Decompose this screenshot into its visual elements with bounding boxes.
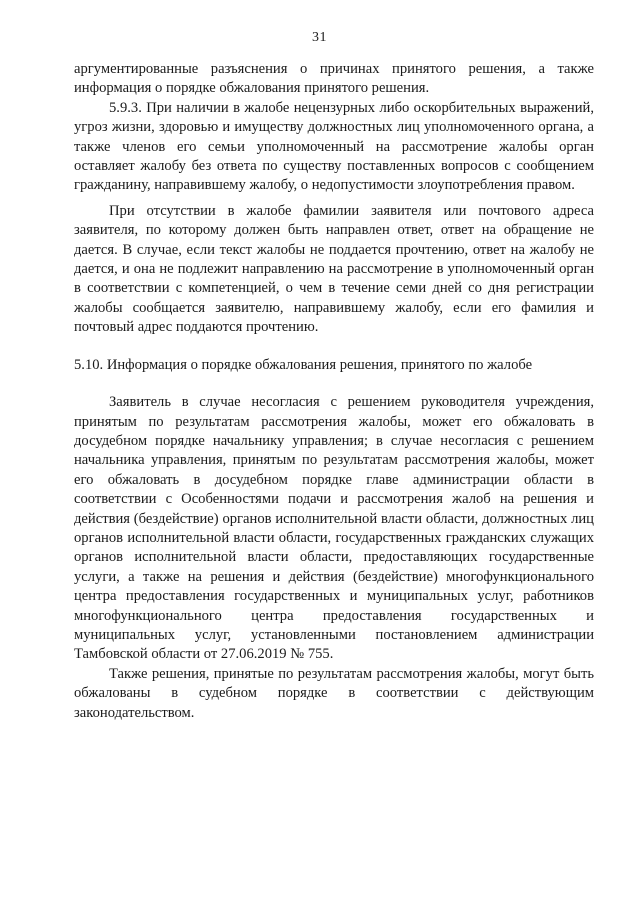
paragraph-appeal-procedure: Заявитель в случае несогласия с решением руководителя учреждения, принятым по результатам рассмотрения жалобы, может его обжаловать в досудебном порядке начальнику управления; в случае несогласия с решением начальника управления, принятым по результатам рассмотрения жалобы, может его обжаловать в досудебном порядке главе администрации области в соответствии с Особенностями подачи и рассмотрения жалоб на решения и действия (бездействие) органов исполнительной власти области, должностных лиц органов исполнительной власти области, государственных гражданских служащих органов исполнительной власти области, предоставляющих государственные услуги, а также на решения и действия (бездействие) многофункционального центра предоставления государственных и муниципальных услуг, работников многофункционального центра предоставления государственных и муниципальных услуг, установленными постановлением администрации Тамбовской области от 27.06.2019 № 755. xyxy=(74,394,594,663)
document-body xyxy=(74,60,594,723)
paragraph-5-9-3: 5.9.3. При наличии в жалобе нецензурных либо оскорбительных выражений, угроз жизни, здоровью и имуществу должностных лиц уполномоченного органа, а также членов его семьи уполномоченный на рассмотрение жалобы орган оставляет жалобу без ответа по существу поставленных вопросов с сообщением гражданину, направившему жалобу, о недопустимости злоупотребления правом. xyxy=(74,99,594,194)
page-number: 31 xyxy=(312,30,327,45)
paragraph-judicial-appeal: Также решения, принятые по результатам рассмотрения жалобы, могут быть обжалованы в судебном порядке в соответствии с действующим законодательством. xyxy=(74,665,594,721)
section-heading-5-10: 5.10. Информация о порядке обжалования решения, принятого по жалобе xyxy=(74,356,533,373)
paragraph-continuation: аргументированные разъяснения о причинах принятого решения, а также информация о порядке обжалования принятого решения. xyxy=(74,61,594,97)
paragraph-missing-surname: При отсутствии в жалобе фамилии заявителя или почтового адреса заявителя, по которому должен быть направлен ответ, ответ на обращение не дается. В случае, если текст жалобы не поддается прочтению, ответ на жалобу не дается, и она не подлежит направлению на рассмотрение в уполномоченный орган в соответствии с компетенцией, о чем в течение семи дней со дня регистрации жалобы сообщается заявителю, направившему жалобу, если его фамилия и почтовый адрес поддаются прочтению. xyxy=(74,202,594,336)
